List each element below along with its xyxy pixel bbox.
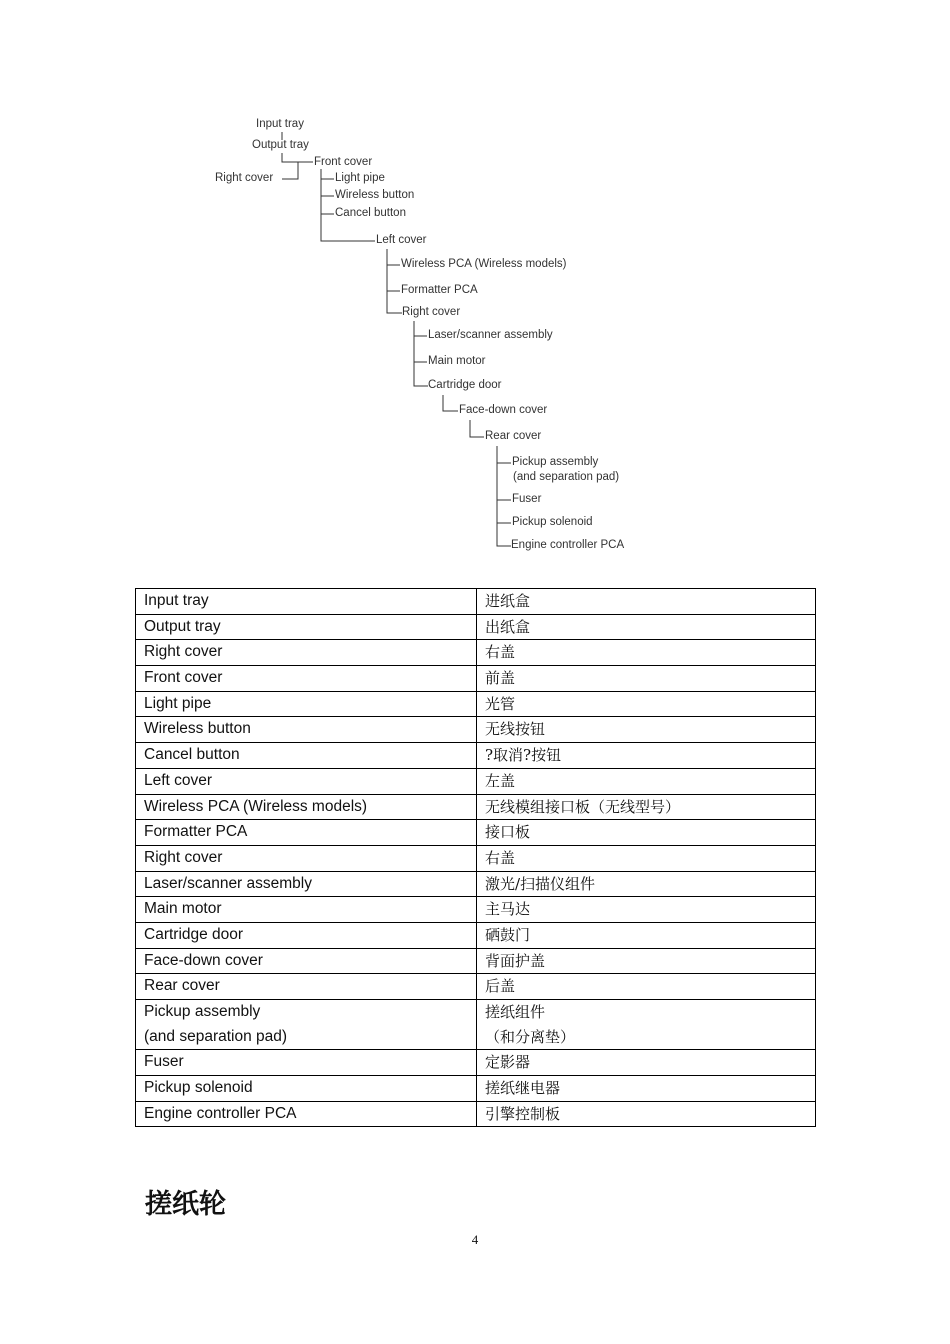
english-cell: [136, 691, 477, 717]
table-row: [136, 1076, 816, 1102]
tree-label: Face-down cover: [459, 404, 548, 416]
tree-label: Pickup solenoid: [512, 516, 593, 528]
chinese-cell-text: 背面护盖: [485, 951, 546, 970]
chinese-cell: [477, 768, 816, 794]
table-row: [136, 768, 816, 794]
english-cell: [136, 743, 477, 769]
english-cell-text: Cartridge door: [144, 925, 244, 943]
chinese-cell-text: 左盖: [485, 771, 516, 790]
tree-label: Input tray: [256, 118, 304, 130]
chinese-cell: [477, 1101, 816, 1127]
table-row: [136, 1000, 816, 1050]
tree-label: Wireless button: [335, 189, 415, 201]
english-cell: [136, 974, 477, 1000]
english-cell-text: Main motor: [144, 900, 222, 918]
tree-label: Cancel button: [335, 207, 406, 219]
english-cell-text: Cancel button: [144, 746, 240, 764]
section-heading: 搓纸轮: [145, 1189, 226, 1220]
chinese-cell: [477, 614, 816, 640]
english-cell: [136, 1101, 477, 1127]
english-cell-text: Formatter PCA: [144, 823, 248, 841]
table-row: [136, 922, 816, 948]
english-cell: [136, 768, 477, 794]
english-cell: [136, 871, 477, 897]
english-cell-text: Output tray: [144, 617, 221, 635]
table-row: [136, 1050, 816, 1076]
english-cell-text: Right cover: [144, 643, 223, 661]
chinese-cell-text: 引擎控制板: [485, 1104, 561, 1123]
tree-label: Pickup assembly: [512, 456, 599, 468]
english-cell-text: Wireless button: [144, 720, 251, 738]
english-cell-text: Pickup assembly: [144, 1003, 261, 1020]
chinese-cell: [477, 691, 816, 717]
chinese-cell-text: 进纸盒: [485, 592, 531, 610]
table-row: [136, 666, 816, 692]
english-cell: [136, 614, 477, 640]
chinese-cell-text: 主马达: [485, 900, 531, 919]
chinese-cell-text: 搓纸继电器: [485, 1079, 561, 1098]
english-cell-text: Pickup solenoid: [144, 1079, 253, 1097]
chinese-cell-text: 无线模组接口板（无线型号）: [485, 797, 681, 816]
english-cell: [136, 845, 477, 871]
english-cell: [136, 820, 477, 846]
tree-label: Cartridge door: [428, 379, 502, 391]
table-row: [136, 640, 816, 666]
chinese-cell: [477, 743, 816, 769]
table-row: [136, 845, 816, 871]
tree-label: Laser/scanner assembly: [428, 329, 553, 341]
table-row: [136, 897, 816, 923]
chinese-cell-text: 搓纸组件: [485, 1003, 546, 1021]
chinese-cell-text: 光管: [485, 694, 516, 713]
english-cell-text: Rear cover: [144, 977, 220, 995]
english-cell: [136, 640, 477, 666]
english-cell-text: Input tray: [144, 592, 209, 609]
english-cell-text: Front cover: [144, 669, 223, 687]
chinese-cell: [477, 820, 816, 846]
chinese-cell-text: 无线按钮: [485, 720, 546, 739]
chinese-cell: [477, 794, 816, 820]
english-cell-text: Fuser: [144, 1053, 184, 1071]
tree-label: Output tray: [252, 139, 309, 151]
english-cell: [136, 1050, 477, 1076]
tree-label: Formatter PCA: [401, 284, 478, 296]
chinese-cell-text: 后盖: [485, 977, 516, 996]
english-cell: [136, 666, 477, 692]
table-row: [136, 691, 816, 717]
table-row: [136, 948, 816, 974]
tree-label: Right cover: [402, 306, 461, 318]
english-cell-text: Wireless PCA (Wireless models): [144, 797, 368, 815]
chinese-cell-text: 右盖: [485, 643, 516, 662]
table-row: [136, 589, 816, 615]
chinese-cell: [477, 666, 816, 692]
table-row: [136, 794, 816, 820]
english-cell: [136, 948, 477, 974]
english-cell: [136, 897, 477, 923]
tree-label: (and separation pad): [513, 471, 620, 483]
english-cell-text: Face-down cover: [144, 951, 263, 969]
tree-label: Right cover: [215, 172, 274, 184]
chinese-cell: [477, 1050, 816, 1076]
chinese-cell-text: 前盖: [485, 669, 516, 688]
tree-label: Left cover: [376, 234, 427, 246]
chinese-cell: [477, 640, 816, 666]
chinese-cell: [477, 1076, 816, 1102]
table-row: [136, 820, 816, 846]
chinese-cell: [477, 974, 816, 1000]
table-row: [136, 614, 816, 640]
english-cell: [136, 794, 477, 820]
tree-label: Light pipe: [335, 172, 385, 184]
table-row: [136, 974, 816, 1000]
chinese-cell: [477, 845, 816, 871]
parts-translation-table: [135, 588, 816, 1127]
chinese-cell: [477, 948, 816, 974]
chinese-cell-text: ?取消?按钮: [485, 746, 562, 765]
chinese-cell-text: （和分离垫）: [485, 1027, 576, 1046]
tree-label: Rear cover: [485, 430, 542, 442]
tree-label: Main motor: [428, 355, 486, 367]
chinese-cell-text: 硒鼓门: [485, 925, 531, 944]
tree-label: Fuser: [512, 493, 542, 505]
english-cell: [136, 589, 477, 615]
chinese-cell: [477, 922, 816, 948]
english-cell-text: Left cover: [144, 771, 213, 789]
english-cell: [136, 717, 477, 743]
chinese-cell-text: 出纸盒: [485, 617, 531, 636]
table-row: [136, 717, 816, 743]
english-cell-text: Laser/scanner assembly: [144, 874, 312, 892]
chinese-cell-text: 接口板: [485, 823, 531, 842]
table-row: [136, 743, 816, 769]
chinese-cell: [477, 1000, 816, 1050]
english-cell: [136, 922, 477, 948]
english-cell-text: Light pipe: [144, 694, 212, 712]
english-cell-text: (and separation pad): [144, 1027, 288, 1045]
english-cell: [136, 1076, 477, 1102]
chinese-cell-text: 激光/扫描仪组件: [485, 874, 596, 893]
chinese-cell-text: 右盖: [485, 848, 516, 867]
tree-label: Engine controller PCA: [511, 539, 625, 551]
tree-label: Front cover: [314, 156, 373, 168]
chinese-cell-text: 定影器: [485, 1053, 531, 1072]
table-row: [136, 871, 816, 897]
english-cell-text: Right cover: [144, 848, 223, 866]
english-cell: [136, 1000, 477, 1050]
tree-label: Wireless PCA (Wireless models): [401, 258, 567, 270]
chinese-cell: [477, 871, 816, 897]
chinese-cell: [477, 897, 816, 923]
table-row: [136, 1101, 816, 1127]
chinese-cell: [477, 589, 816, 615]
chinese-cell: [477, 717, 816, 743]
english-cell-text: Engine controller PCA: [144, 1104, 297, 1122]
page-number: 4: [471, 1232, 479, 1247]
